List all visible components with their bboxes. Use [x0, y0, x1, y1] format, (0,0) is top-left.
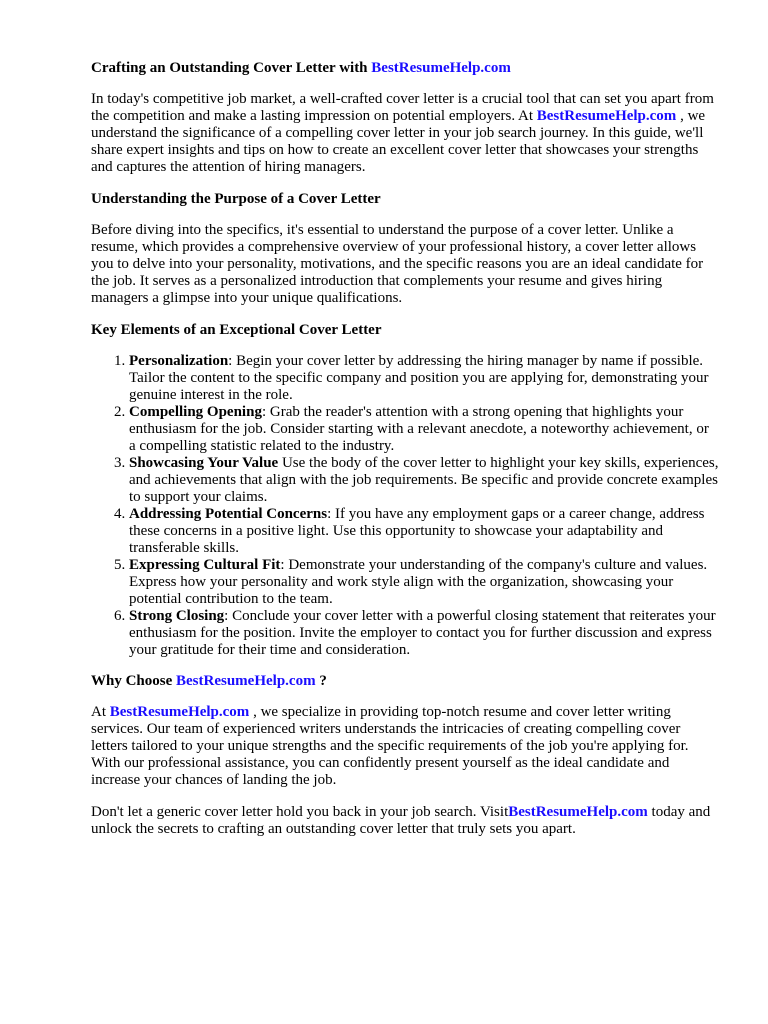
document-page: [91, 60, 719, 853]
why-heading-end: ?: [315, 673, 327, 689]
list-item-text: : If you have any employment gaps or a career change, address these concerns in a positive light. Use this opportunity to showcase your adaptability and transferable skills.: [129, 506, 705, 556]
list-item: [129, 557, 719, 608]
why-text-start: At: [91, 704, 110, 720]
why-paragraph: [91, 704, 719, 789]
why-text-end: , we specialize in providing top-notch resume and cover letter writing services. Our team of experienced writers understands the intricacies of creating compelling cover letters tailored to your unique strengths and the specific requirements of the job you're applying for. With our professional assistance, you can confidently present yourself as the ideal candidate and increase your chances of landing the job.: [91, 704, 689, 788]
why-heading-start: Why Choose: [91, 673, 177, 689]
intro-site-link[interactable]: BestResumeHelp.com: [536, 108, 677, 124]
why-site-link[interactable]: BestResumeHelp.com: [109, 704, 250, 720]
list-item-term: Expressing Cultural Fit: [129, 557, 281, 573]
closing-site-link[interactable]: BestResumeHelp.com: [508, 804, 648, 820]
list-item: [129, 455, 719, 506]
list-item-text: : Conclude your cover letter with a powerful closing statement that reiterates your enthusiasm for the position. Invite the employer to contact you for further discussion and express your gratitude for their time and consideration.: [129, 608, 716, 658]
list-item-text: : Grab the reader's attention with a strong opening that highlights your enthusiasm for the job. Consider starting with a relevant anecdote, a noteworthy achievement, or a compelling statistic related to the industry.: [129, 404, 709, 454]
why-heading: [91, 673, 719, 690]
list-item-term: Personalization: [129, 353, 229, 369]
intro-text-start: In today's competitive job market, a well-crafted cover letter is a crucial tool that can set you apart from the competition and make a lasting impression on potential employers. At: [91, 91, 714, 124]
list-item-term: Addressing Potential Concerns: [129, 506, 328, 522]
closing-text-end: today and unlock the secrets to crafting an outstanding cover letter that truly sets you apart.: [91, 804, 711, 837]
list-item-term: Showcasing Your Value: [129, 455, 279, 471]
list-item: [129, 404, 719, 455]
list-item-term: Compelling Opening: [129, 404, 262, 420]
list-item: [129, 608, 719, 659]
list-item-text: : Demonstrate your understanding of the company's culture and values. Express how your personality and work style align with the organization, showcasing your potential contribution to the team.: [129, 557, 708, 607]
elements-list: [91, 353, 719, 659]
purpose-heading: Understanding the Purpose of a Cover Letter: [91, 191, 381, 207]
list-item-text: Use the body of the cover letter to highlight your key skills, experiences, and achievements that align with the job requirements. Be specific and provide concrete examples to support your claims.: [129, 455, 719, 505]
document-title: [91, 60, 719, 77]
document-title-text: Crafting an Outstanding Cover Letter with: [91, 60, 372, 76]
list-item: [129, 506, 719, 557]
why-heading-site-link[interactable]: BestResumeHelp.com: [176, 673, 316, 689]
purpose-paragraph: Before diving into the specifics, it's essential to understand the purpose of a cover letter. Unlike a resume, which provides a comprehensive overview of your professional history, a cover letter allows you to delve into your personality, motivations, and the specific reasons you are an ideal candidate for the job. It serves as a personalized introduction that complements your resume and gives hiring managers a glimpse into your unique qualifications.: [91, 222, 704, 306]
intro-paragraph: [91, 91, 719, 176]
title-site-link[interactable]: BestResumeHelp.com: [371, 60, 511, 76]
elements-heading: Key Elements of an Exceptional Cover Letter: [91, 322, 382, 338]
intro-text-end: , we understand the significance of a compelling cover letter in your job search journey. In this guide, we'll share expert insights and tips on how to create an excellent cover letter that showcases your strengths and captures the attention of hiring managers.: [91, 108, 706, 175]
list-item: [129, 353, 719, 404]
closing-paragraph: [91, 804, 719, 838]
list-item-term: Strong Closing: [129, 608, 225, 624]
closing-text-start: Don't let a generic cover letter hold you back in your job search. Visit: [91, 804, 509, 820]
list-item-text: : Begin your cover letter by addressing the hiring manager by name if possible. Tailor the content to the specific company and position you are applying for, demonstrating your genuine interest in the role.: [129, 353, 709, 403]
